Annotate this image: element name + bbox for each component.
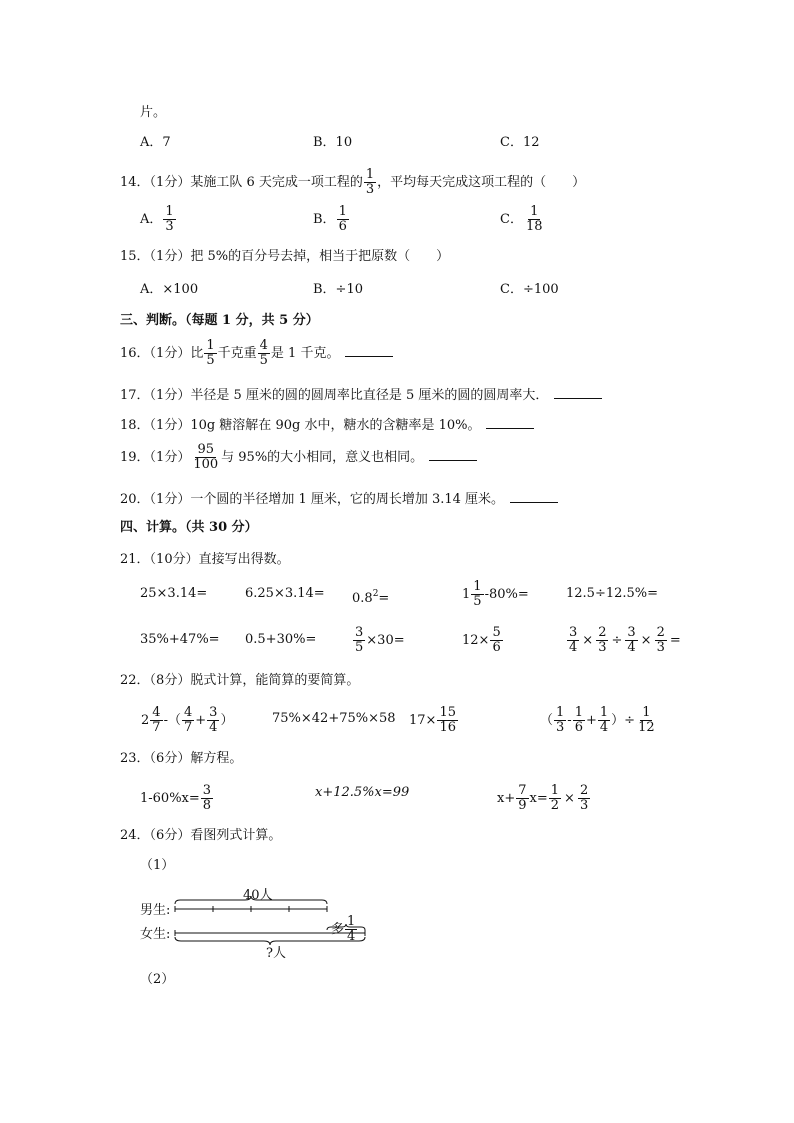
q21-item: $0.8^2=$ bbox=[352, 589, 390, 606]
q21-item: 6.25×3.14= bbox=[245, 586, 325, 601]
q15-option-b: B．÷10 bbox=[313, 282, 363, 297]
q23-title: 23．（6分）解方程。 bbox=[120, 751, 243, 766]
q20-question: 20．（1分）一个圆的半径增加 1 厘米，它的周长增加 3.14 厘米。 bbox=[120, 490, 558, 509]
q22-item-a: 2 $\frac{4}{7}$ -（ $\frac{4}{7}$ + $\frac{3}{4}$ ） bbox=[141, 705, 234, 735]
section-3-heading: 三、判断。（每题 1 分，共 5 分） bbox=[120, 313, 319, 328]
q19-question: 19．（1分） $\frac{95}{100}$ 与 95%的大小相同，意义也相同。 bbox=[120, 443, 477, 472]
q17-question: 17．（1分）半径是 5 厘米的圆的圆周率比直径是 5 厘米的圆的圆周率大． bbox=[120, 386, 602, 405]
q23-item-b: x+12.5%x=99 bbox=[315, 785, 410, 800]
q13-tail: 片。 bbox=[140, 105, 167, 120]
q21-item: $\frac{3}{5}$ ×30= bbox=[355, 625, 405, 655]
q22-item-b: 75%×42+75%×58 bbox=[272, 711, 396, 726]
diagram-girls-count: ?人 bbox=[266, 946, 286, 961]
section-4-heading: 四、计算。（共 30 分） bbox=[120, 520, 258, 535]
q24-sub-1: （1） bbox=[140, 858, 175, 873]
q14-option-c: C． $\frac{1}{18}$ bbox=[500, 204, 543, 234]
q14-option-a: A． $\frac{1}{3}$ bbox=[140, 204, 174, 234]
q13-option-a: A．7 bbox=[140, 135, 171, 150]
q22-item-d: （ $\frac{1}{3}$ - $\frac{1}{6}$ + $\frac{1}{4}$ ）÷ $\frac{1}{12}$ bbox=[540, 705, 655, 735]
q14-question: 14．（1分）某施工队 6 天完成一项工程的 $\frac{1}{3}$ ，平均每天完成这项工程的（ ） bbox=[120, 167, 586, 197]
q14-fraction: $\frac{1}{3}$ bbox=[365, 167, 375, 197]
q22-item-c: 17× $\frac{15}{16}$ bbox=[409, 705, 456, 735]
q15-question: 15．（1分）把 5%的百分号去掉，相当于把原数（ ） bbox=[120, 249, 450, 264]
q14-option-b: B． $\frac{1}{6}$ bbox=[313, 204, 347, 234]
q21-title: 21．（10分）直接写出得数。 bbox=[120, 552, 290, 567]
q21-item: 25×3.14= bbox=[140, 586, 208, 601]
q24-sub-2: （2） bbox=[140, 972, 175, 987]
diagram-boys-count: 40人 bbox=[243, 888, 273, 903]
q15-option-a: A．×100 bbox=[140, 282, 199, 297]
q24-title: 24．（6分）看图列式计算。 bbox=[120, 828, 282, 843]
diagram-boys-label: 男生: bbox=[140, 903, 171, 918]
q21-item: $\frac{3}{4}$ × $\frac{2}{3}$ ÷ $\frac{3}{4}$ × $\frac{2}{3}$ = bbox=[569, 625, 681, 655]
q13-option-b: B．10 bbox=[313, 135, 353, 150]
q21-item: 12× $\frac{5}{6}$ bbox=[462, 625, 501, 655]
q21-item: 12.5÷12.5%= bbox=[566, 586, 659, 601]
q16-question: 16．（1分）比 $\frac{1}{5}$ 千克重 $\frac{4}{5}$ 是 1 千克。 bbox=[120, 339, 393, 368]
q21-item: 0.5+30%= bbox=[245, 632, 317, 647]
extra-brace bbox=[327, 924, 365, 930]
q15-option-c: C．÷100 bbox=[500, 282, 559, 297]
diagram-more-label: 多 $\frac{1}{4}$ bbox=[331, 914, 356, 944]
q22-title: 22．（8分）脱式计算，能简算的要简算。 bbox=[120, 673, 360, 688]
q23-item-c: x+ $\frac{7}{9}$ x= $\frac{1}{2}$ × $\frac{2}{3}$ bbox=[497, 783, 589, 813]
diagram-girls-label: 女生: bbox=[140, 927, 171, 942]
q21-item: 1 $\frac{1}{5}$ -80%= bbox=[462, 579, 529, 609]
q13-option-c: C．12 bbox=[500, 135, 540, 150]
boys-brace bbox=[175, 896, 327, 904]
q18-question: 18．（1分）10g 糖溶解在 90g 水中，糖水的含糖率是 10%。 bbox=[120, 416, 534, 435]
q21-item: 35%+47%= bbox=[140, 632, 220, 647]
q23-item-a: 1-60%x= $\frac{3}{8}$ bbox=[140, 783, 212, 813]
girls-brace bbox=[175, 937, 365, 945]
